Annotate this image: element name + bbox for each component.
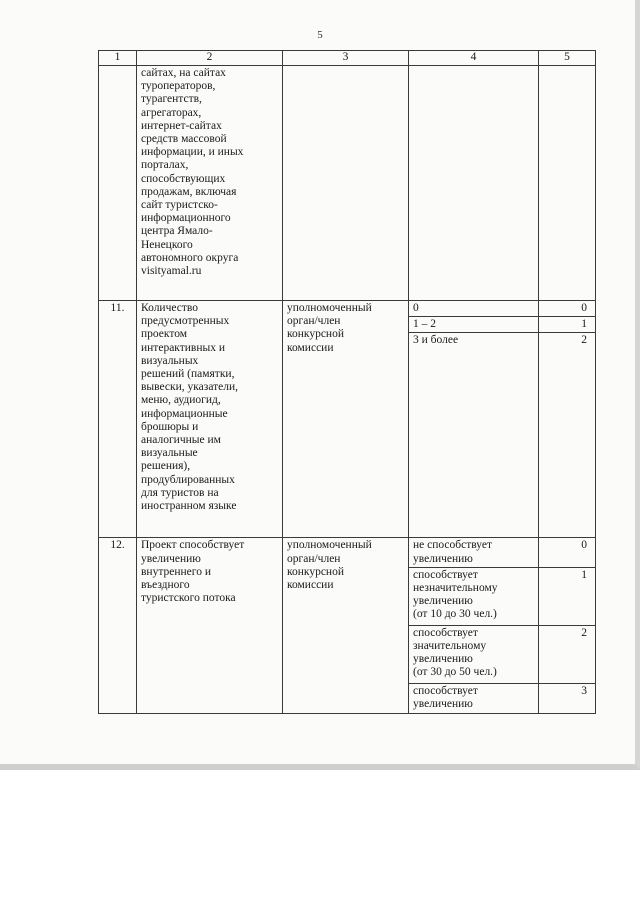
points-cell: 0 bbox=[539, 301, 596, 317]
page-number: 5 bbox=[317, 29, 323, 41]
criterion-cell: Проект способствует увеличению внутреннего и въездного туристского потока bbox=[137, 538, 283, 713]
points-cell: 0 bbox=[539, 538, 596, 567]
header-cell-4: 4 bbox=[409, 51, 539, 66]
header-cell-3: 3 bbox=[283, 51, 409, 66]
row-number-cell bbox=[99, 66, 137, 301]
value-cell: 3 и более bbox=[409, 333, 539, 538]
points-cell bbox=[539, 66, 596, 301]
points-cell: 3 bbox=[539, 683, 596, 713]
row-number-cell: 12. bbox=[99, 538, 137, 713]
header-cell-5: 5 bbox=[539, 51, 596, 66]
value-cell: способствует увеличению bbox=[409, 683, 539, 713]
value-cell bbox=[409, 66, 539, 301]
points-cell: 1 bbox=[539, 567, 596, 625]
value-cell: способствует значительному увеличению (от 30 до 50 чел.) bbox=[409, 625, 539, 683]
header-row bbox=[99, 51, 596, 66]
table-row-11 bbox=[99, 301, 596, 317]
value-cell: 0 bbox=[409, 301, 539, 317]
evaluator-cell: уполномоченный орган/член конкурсной комиссии bbox=[283, 538, 409, 713]
table-row-continuation bbox=[99, 66, 596, 301]
header-cell-2: 2 bbox=[137, 51, 283, 66]
value-cell: не способствует увеличению bbox=[409, 538, 539, 567]
points-cell: 1 bbox=[539, 317, 596, 333]
value-cell: 1 – 2 bbox=[409, 317, 539, 333]
criterion-cell: сайтах, на сайтах туроператоров, турагентств, агрегаторах, интернет-сайтах средств массовой информации, и иных порталах, способствующих продажам, включая сайт туристско- информационного центра Ямало- Ненецкого автономного округа visityamal.ru bbox=[137, 66, 283, 301]
criteria-table bbox=[98, 50, 596, 714]
evaluator-cell bbox=[283, 66, 409, 301]
header-cell-1: 1 bbox=[99, 51, 137, 66]
criterion-cell: Количество предусмотренных проектом интерактивных и визуальных решений (памятки, вывески, указатели, меню, аудиогид, информационные брошюры и аналогичные им визуальные решения), продублированных для туристов на иностранном языке bbox=[137, 301, 283, 538]
value-cell: способствует незначительному увеличению (от 10 до 30 чел.) bbox=[409, 567, 539, 625]
points-cell: 2 bbox=[539, 333, 596, 538]
evaluator-cell: уполномоченный орган/член конкурсной комиссии bbox=[283, 301, 409, 538]
points-cell: 2 bbox=[539, 625, 596, 683]
table-row-12 bbox=[99, 538, 596, 567]
row-number-cell: 11. bbox=[99, 301, 137, 538]
